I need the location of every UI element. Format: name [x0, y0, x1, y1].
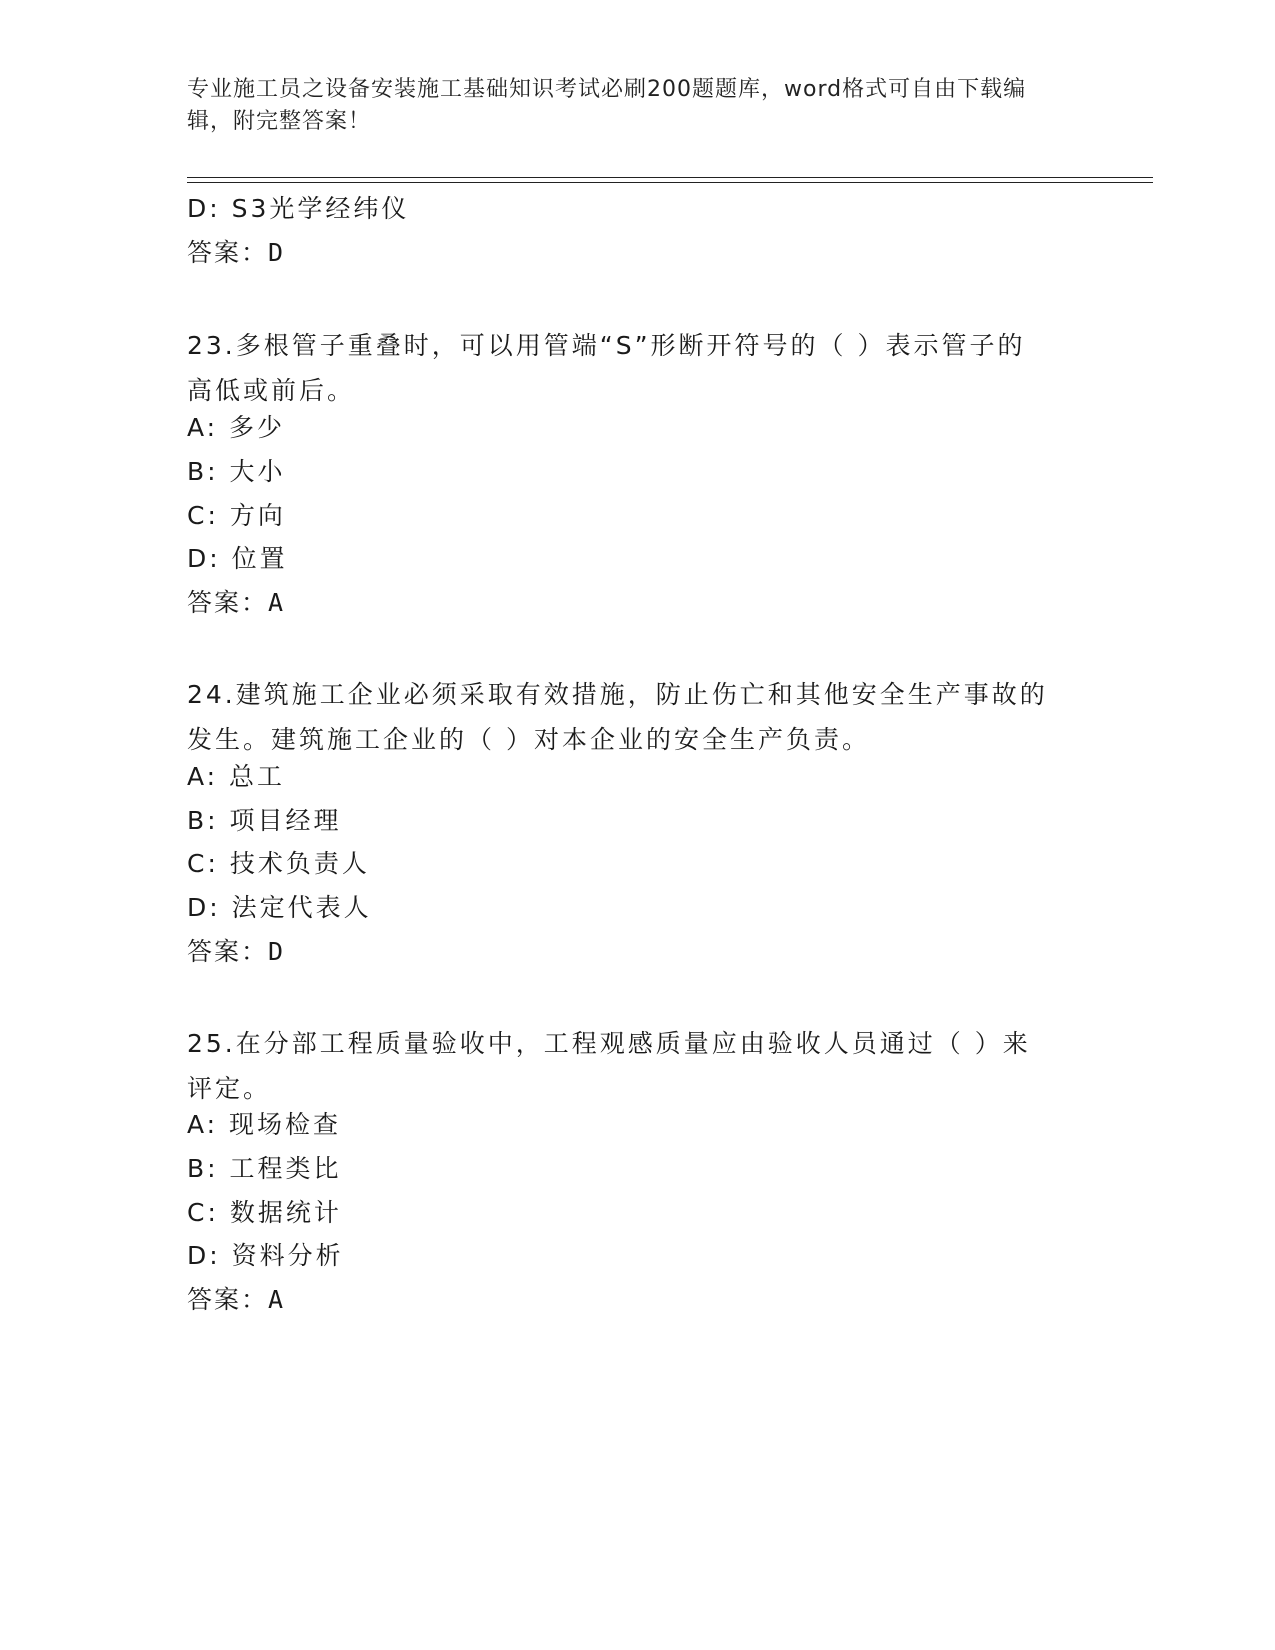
- option-text: 技术负责人: [229, 849, 370, 878]
- answer-value: A: [268, 588, 284, 617]
- question-24-option-d: [187, 891, 372, 925]
- question-number: 25.: [187, 1029, 236, 1058]
- question-25-option-a: [187, 1108, 341, 1142]
- question-number: 23.: [187, 331, 236, 360]
- option-text: 法定代表人: [231, 893, 372, 922]
- option-text: 多少: [229, 413, 286, 442]
- option-text: 大小: [229, 457, 286, 486]
- question-25-stem: [187, 1021, 1087, 1111]
- answer-value: A: [268, 1285, 284, 1314]
- question-25-option-c: [187, 1196, 342, 1230]
- option-key: C:: [187, 1198, 219, 1227]
- option-key: A:: [187, 1110, 219, 1139]
- question-23-option-d: [187, 542, 288, 576]
- header-rule-top: [187, 177, 1153, 178]
- question-24-option-a: [187, 760, 285, 794]
- option-text: 工程类比: [229, 1154, 342, 1183]
- option-key: B:: [187, 806, 219, 835]
- question-24-option-b: [187, 804, 342, 838]
- question-25-answer: [187, 1283, 283, 1317]
- option-text: 数据统计: [229, 1198, 342, 1227]
- option-key: D:: [187, 544, 221, 573]
- option-key: B:: [187, 457, 219, 486]
- option-text: 方向: [229, 501, 286, 530]
- header-title: 专业施工员之设备安装施工基础知识考试必刷200题题库，word格式可自由下载编辑，附完整答案！: [187, 77, 1027, 134]
- question-23-option-c: [187, 499, 286, 533]
- answer-label: 答案：: [187, 937, 269, 966]
- option-key: A:: [187, 762, 219, 791]
- answer-label: 答案：: [187, 588, 269, 617]
- question-stem-line1: 建筑施工企业必须采取有效措施，防止伤亡和其他安全生产事故的: [235, 680, 1048, 709]
- option-key: D:: [187, 1241, 221, 1270]
- question-24-stem: [187, 672, 1087, 762]
- question-25-option-b: [187, 1152, 342, 1186]
- question-23-option-b: [187, 455, 286, 489]
- option-key: A:: [187, 413, 219, 442]
- prev-option-d: [187, 192, 409, 226]
- question-stem-line2: 高低或前后。: [187, 376, 356, 405]
- header-rule-bottom: [187, 182, 1153, 183]
- option-text: 项目经理: [229, 806, 342, 835]
- question-23-option-a: [187, 411, 285, 445]
- option-text: 现场检查: [229, 1110, 342, 1139]
- question-stem-line1: 在分部工程质量验收中，工程观感质量应由验收人员通过（ ）来: [235, 1029, 1031, 1058]
- option-text: 资料分析: [231, 1241, 344, 1270]
- option-text: 位置: [231, 544, 288, 573]
- option-key: C:: [187, 849, 219, 878]
- option-text: S3光学经纬仪: [231, 194, 410, 223]
- option-key: D:: [187, 194, 221, 223]
- option-key: B:: [187, 1154, 219, 1183]
- question-23-stem: [187, 323, 1087, 413]
- answer-label: 答案：: [187, 238, 269, 267]
- question-24-answer: [187, 935, 283, 969]
- question-24-option-c: [187, 847, 370, 881]
- prev-answer: [187, 236, 283, 270]
- option-text: 总工: [229, 762, 286, 791]
- answer-value: D: [268, 238, 284, 267]
- option-key: D:: [187, 893, 221, 922]
- question-23-answer: [187, 586, 283, 620]
- answer-value: D: [268, 937, 284, 966]
- question-25-option-d: [187, 1239, 344, 1273]
- question-stem-line2: 发生。建筑施工企业的（ ）对本企业的安全生产负责。: [187, 725, 870, 754]
- question-number: 24.: [187, 680, 236, 709]
- answer-label: 答案：: [187, 1285, 269, 1314]
- document-header: [187, 74, 1067, 138]
- option-key: C:: [187, 501, 219, 530]
- question-stem-line1: 多根管子重叠时，可以用管端“S”形断开符号的（ ）表示管子的: [235, 331, 1026, 360]
- question-stem-line2: 评定。: [187, 1074, 272, 1103]
